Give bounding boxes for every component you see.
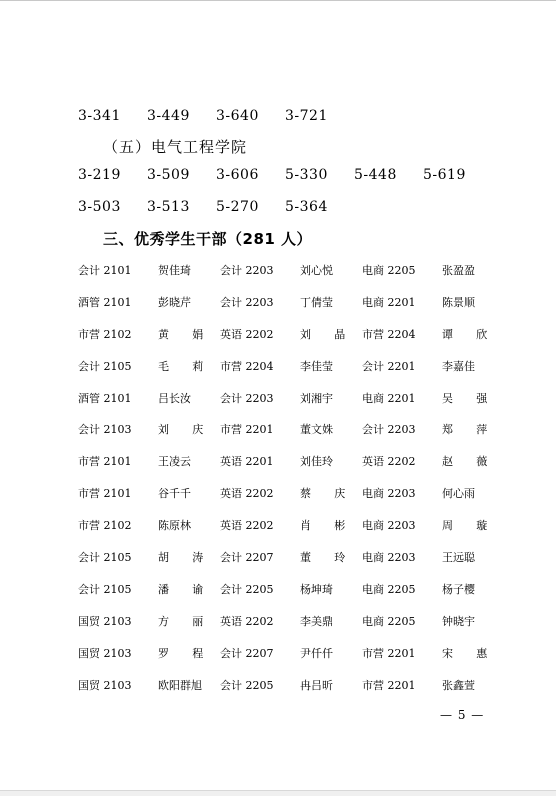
table-row (78, 358, 488, 390)
class-name: 电商 2201 (362, 295, 416, 309)
class-name: 市营 2101 (78, 455, 132, 469)
student-name: 宋 惠 (442, 646, 498, 660)
table-row (78, 262, 488, 294)
student-name: 刘心悦 (300, 264, 333, 277)
class-name: 英语 2202 (220, 519, 274, 533)
class-name: 市营 2102 (78, 327, 132, 341)
class-name: 市营 2201 (362, 646, 416, 660)
award-code: 5-270 (216, 199, 259, 215)
student-name: 李嘉佳 (442, 359, 475, 373)
class-name: 会计 2207 (220, 646, 274, 660)
award-code: 5-619 (423, 167, 466, 183)
section-heading: 三、优秀学生干部（281 人） (103, 230, 313, 248)
student-name: 董文姝 (300, 423, 333, 437)
student-name: 胡 涛 (158, 551, 214, 565)
table-row (78, 390, 498, 422)
student-name: 罗 程 (158, 646, 214, 660)
class-name: 电商 2203 (362, 551, 416, 565)
table-row (78, 453, 498, 485)
award-code: 3-640 (216, 108, 259, 124)
student-name: 吕长汝 (158, 391, 191, 405)
award-code: 3-219 (78, 167, 121, 183)
award-code: 3-341 (78, 108, 121, 124)
class-name: 会计 2105 (78, 551, 132, 565)
class-name: 国贸 2103 (78, 614, 132, 628)
class-name: 国贸 2103 (78, 678, 132, 692)
student-name: 张鑫萱 (442, 678, 475, 692)
page-number: — 5 — (440, 708, 485, 722)
table-row (78, 581, 488, 613)
class-name: 英语 2201 (220, 455, 274, 469)
student-name: 丁倩莹 (300, 295, 333, 309)
class-name: 英语 2202 (362, 455, 416, 469)
class-name: 电商 2205 (362, 264, 416, 277)
class-name: 会计 2205 (220, 678, 274, 692)
student-name: 刘湘宇 (300, 391, 333, 405)
award-code: 3-503 (78, 199, 121, 215)
student-name: 方 丽 (158, 614, 214, 628)
class-name: 英语 2202 (220, 614, 274, 628)
class-name: 电商 2201 (362, 391, 416, 405)
class-name: 电商 2203 (362, 519, 416, 533)
student-name: 陈景顺 (442, 295, 475, 309)
table-row (78, 677, 488, 709)
award-codes-row-2 (78, 167, 492, 183)
class-name: 会计 2101 (78, 264, 132, 277)
class-name: 会计 2205 (220, 582, 274, 596)
student-name: 董 玲 (300, 551, 356, 565)
award-code: 5-330 (285, 167, 328, 183)
student-name: 谷千千 (158, 487, 191, 501)
student-name: 谭 欣 (442, 327, 498, 341)
class-name: 市营 2204 (362, 327, 416, 341)
student-cadre-list (78, 262, 498, 708)
class-name: 会计 2203 (220, 391, 274, 405)
class-name: 会计 2103 (78, 423, 132, 437)
page-bottom-edge (0, 790, 556, 796)
student-name: 李佳莹 (300, 359, 333, 373)
award-code: 3-606 (216, 167, 259, 183)
class-name: 国贸 2103 (78, 646, 132, 660)
class-name: 会计 2201 (362, 359, 416, 373)
student-name: 赵 薇 (442, 455, 498, 469)
student-name: 张盈盈 (442, 264, 475, 277)
student-name: 吴 强 (442, 391, 498, 405)
class-name: 市营 2201 (362, 678, 416, 692)
student-name: 蔡 庆 (300, 487, 356, 501)
class-name: 会计 2203 (362, 423, 416, 437)
award-code: 3-513 (147, 199, 190, 215)
student-name: 贺佳琦 (158, 264, 191, 277)
student-name: 毛 莉 (158, 359, 214, 373)
student-name: 刘 庆 (158, 423, 214, 437)
table-row (78, 517, 498, 549)
award-code: 5-448 (354, 167, 397, 183)
award-code: 3-509 (147, 167, 190, 183)
class-name: 酒管 2101 (78, 391, 132, 405)
class-name: 英语 2202 (220, 327, 274, 341)
student-name: 王远聪 (442, 551, 475, 565)
student-name: 彭晓芹 (158, 295, 191, 309)
student-name: 潘 谕 (158, 582, 214, 596)
student-name: 王凌云 (158, 455, 191, 469)
table-row (78, 613, 488, 645)
class-name: 会计 2203 (220, 264, 274, 277)
table-row (78, 326, 498, 358)
student-name: 周 璇 (442, 519, 498, 533)
student-name: 钟晓宇 (442, 614, 475, 628)
table-row (78, 485, 488, 517)
student-name: 杨坤琦 (300, 582, 333, 596)
student-name: 刘佳玲 (300, 455, 333, 469)
student-name: 何心雨 (442, 487, 475, 501)
class-name: 电商 2205 (362, 582, 416, 596)
table-row (78, 645, 498, 677)
award-code: 5-364 (285, 199, 328, 215)
class-name: 电商 2203 (362, 487, 416, 501)
award-code: 3-449 (147, 108, 190, 124)
award-codes-row-3 (78, 199, 354, 215)
student-name: 欧阳群旭 (158, 678, 202, 692)
student-name: 黄 娟 (158, 327, 214, 341)
class-name: 市营 2101 (78, 487, 132, 501)
class-name: 市营 2102 (78, 519, 132, 533)
class-name: 会计 2203 (220, 295, 274, 309)
class-name: 市营 2204 (220, 359, 274, 373)
student-name: 冉吕昕 (300, 678, 333, 692)
table-row (78, 421, 498, 453)
student-name: 杨子樱 (442, 582, 475, 596)
class-name: 会计 2105 (78, 582, 132, 596)
class-name: 会计 2207 (220, 551, 274, 565)
class-name: 英语 2202 (220, 487, 274, 501)
page-top-edge (0, 0, 556, 1)
student-name: 郑 萍 (442, 423, 498, 437)
class-name: 电商 2205 (362, 614, 416, 628)
class-name: 酒管 2101 (78, 295, 132, 309)
college-subheading: （五）电气工程学院 (103, 138, 248, 156)
student-name: 陈原林 (158, 519, 191, 533)
class-name: 会计 2105 (78, 359, 132, 373)
student-name: 刘 晶 (300, 327, 356, 341)
student-name: 李美鼎 (300, 614, 333, 628)
award-codes-row-1 (78, 108, 354, 124)
student-name: 肖 彬 (300, 519, 356, 533)
table-row (78, 294, 488, 326)
student-name: 尹仟仟 (300, 646, 333, 660)
table-row (78, 549, 488, 581)
award-code: 3-721 (285, 108, 328, 124)
class-name: 市营 2201 (220, 423, 274, 437)
